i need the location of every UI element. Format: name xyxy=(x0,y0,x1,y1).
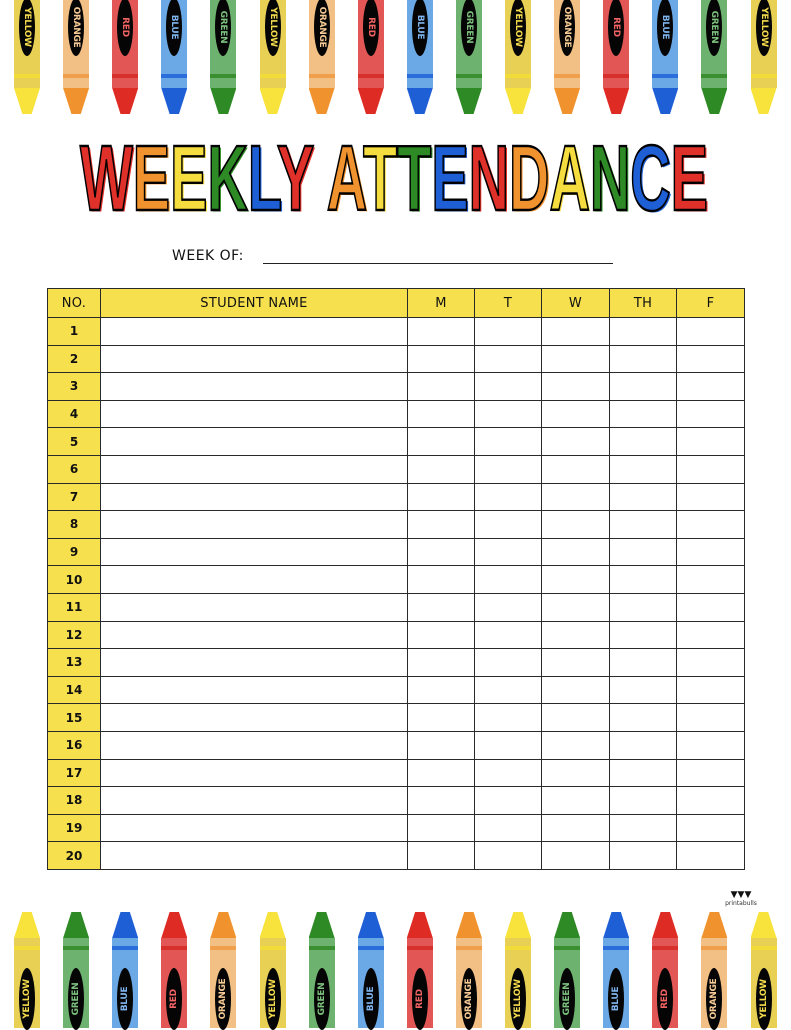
monday-cell[interactable] xyxy=(408,787,475,815)
wednesday-cell[interactable] xyxy=(542,814,610,842)
title-letter: T xyxy=(362,125,398,230)
title-letter: E xyxy=(431,125,469,230)
student-name-cell[interactable] xyxy=(101,621,408,649)
table-row xyxy=(48,566,745,594)
green-crayon-icon xyxy=(210,0,236,114)
friday-cell[interactable] xyxy=(677,566,745,594)
tuesday-cell[interactable] xyxy=(475,538,542,566)
thursday-cell[interactable] xyxy=(610,566,677,594)
friday-cell[interactable] xyxy=(677,345,745,373)
table-row xyxy=(48,483,745,511)
row-number: 11 xyxy=(48,593,101,621)
monday-cell[interactable] xyxy=(408,345,475,373)
thursday-cell[interactable] xyxy=(610,676,677,704)
title-letter: E xyxy=(670,125,709,230)
friday-cell[interactable] xyxy=(677,814,745,842)
table-row xyxy=(48,621,745,649)
tuesday-cell[interactable] xyxy=(475,842,542,870)
blue-crayon-icon xyxy=(603,912,629,1024)
title-letter: W xyxy=(80,125,133,230)
red-crayon-icon xyxy=(603,0,629,114)
thursday-cell[interactable] xyxy=(610,649,677,677)
title-letter: K xyxy=(207,125,248,230)
title-letter xyxy=(313,125,326,230)
crayon-label: GREEN xyxy=(71,982,82,1016)
tuesday-cell[interactable] xyxy=(475,511,542,539)
green-crayon-icon xyxy=(63,912,89,1024)
student-name-cell[interactable] xyxy=(101,455,408,483)
friday-cell[interactable] xyxy=(677,842,745,870)
table-row xyxy=(48,400,745,428)
green-crayon-icon xyxy=(554,912,580,1024)
monday-cell[interactable] xyxy=(408,842,475,870)
tuesday-cell[interactable] xyxy=(475,318,542,346)
friday-cell[interactable] xyxy=(677,676,745,704)
crayon-label: YELLOW xyxy=(758,7,769,47)
table-row xyxy=(48,511,745,539)
friday-cell[interactable] xyxy=(677,649,745,677)
row-number: 9 xyxy=(48,538,101,566)
crayon-label: YELLOW xyxy=(758,979,769,1019)
table-row xyxy=(48,704,745,732)
wednesday-cell[interactable] xyxy=(542,759,610,787)
thursday-cell[interactable] xyxy=(610,704,677,732)
crayon-label: GREEN xyxy=(316,982,327,1016)
monday-cell[interactable] xyxy=(408,455,475,483)
wednesday-cell[interactable] xyxy=(542,704,610,732)
title-letter: L xyxy=(247,125,277,230)
row-number: 1 xyxy=(48,318,101,346)
friday-cell[interactable] xyxy=(677,455,745,483)
blue-crayon-icon xyxy=(358,912,384,1024)
wednesday-cell[interactable] xyxy=(542,676,610,704)
thursday-cell[interactable] xyxy=(610,345,677,373)
monday-cell[interactable] xyxy=(408,593,475,621)
monday-cell[interactable] xyxy=(408,731,475,759)
yellow-crayon-icon xyxy=(14,0,40,114)
crayon-label: GREEN xyxy=(218,10,229,44)
yellow-crayon-icon xyxy=(505,912,531,1024)
wednesday-cell[interactable] xyxy=(542,593,610,621)
thursday-cell[interactable] xyxy=(610,621,677,649)
header-no: NO. xyxy=(48,289,101,318)
row-number: 12 xyxy=(48,621,101,649)
yellow-crayon-icon xyxy=(751,912,777,1024)
yellow-crayon-icon xyxy=(260,912,286,1024)
thursday-cell[interactable] xyxy=(610,787,677,815)
header-student-name: STUDENT NAME xyxy=(101,289,408,318)
table-row xyxy=(48,428,745,456)
table-row xyxy=(48,538,745,566)
crayon-label: BLUE xyxy=(120,986,131,1012)
crayon-label: BLUE xyxy=(660,14,671,40)
row-number: 20 xyxy=(48,842,101,870)
crayon-label: BLUE xyxy=(169,14,180,40)
wednesday-cell[interactable] xyxy=(542,566,610,594)
row-number: 6 xyxy=(48,455,101,483)
student-name-cell[interactable] xyxy=(101,483,408,511)
row-number: 14 xyxy=(48,676,101,704)
thursday-cell[interactable] xyxy=(610,428,677,456)
wednesday-cell[interactable] xyxy=(542,538,610,566)
tuesday-cell[interactable] xyxy=(475,704,542,732)
friday-cell[interactable] xyxy=(677,759,745,787)
crayon-label: BLUE xyxy=(365,986,376,1012)
monday-cell[interactable] xyxy=(408,538,475,566)
thursday-cell[interactable] xyxy=(610,814,677,842)
tuesday-cell[interactable] xyxy=(475,483,542,511)
header-friday: F xyxy=(677,289,745,318)
red-crayon-icon xyxy=(407,912,433,1024)
tuesday-cell[interactable] xyxy=(475,455,542,483)
yellow-crayon-icon xyxy=(14,912,40,1024)
title-letter: Y xyxy=(276,125,314,230)
table-row xyxy=(48,676,745,704)
title-letter: E xyxy=(132,125,171,230)
student-name-cell[interactable] xyxy=(101,593,408,621)
row-number: 3 xyxy=(48,373,101,401)
wednesday-cell[interactable] xyxy=(542,428,610,456)
title-letter: A xyxy=(326,125,363,230)
thursday-cell[interactable] xyxy=(610,400,677,428)
friday-cell[interactable] xyxy=(677,318,745,346)
wednesday-cell[interactable] xyxy=(542,842,610,870)
monday-cell[interactable] xyxy=(408,676,475,704)
friday-cell[interactable] xyxy=(677,731,745,759)
crayon-label: RED xyxy=(169,989,180,1009)
title-letter: T xyxy=(397,125,432,230)
title-letter: A xyxy=(549,125,590,230)
student-name-cell[interactable] xyxy=(101,400,408,428)
row-number: 2 xyxy=(48,345,101,373)
printabulls-logo xyxy=(718,890,764,907)
monday-cell[interactable] xyxy=(408,759,475,787)
attendance-table xyxy=(47,288,745,870)
monday-cell[interactable] xyxy=(408,400,475,428)
friday-cell[interactable] xyxy=(677,538,745,566)
wednesday-cell[interactable] xyxy=(542,318,610,346)
row-number: 17 xyxy=(48,759,101,787)
header-thursday: TH xyxy=(610,289,677,318)
table-row xyxy=(48,455,745,483)
title-letter: D xyxy=(509,125,550,230)
blue-crayon-icon xyxy=(161,0,187,114)
friday-cell[interactable] xyxy=(677,373,745,401)
crayon-label: BLUE xyxy=(414,14,425,40)
tuesday-cell[interactable] xyxy=(475,676,542,704)
orange-crayon-icon xyxy=(554,0,580,114)
row-number: 18 xyxy=(48,787,101,815)
red-crayon-icon xyxy=(358,0,384,114)
title-letter: C xyxy=(630,125,671,230)
thursday-cell[interactable] xyxy=(610,731,677,759)
table-row xyxy=(48,787,745,815)
student-name-cell[interactable] xyxy=(101,731,408,759)
monday-cell[interactable] xyxy=(408,649,475,677)
crayon-label: BLUE xyxy=(611,986,622,1012)
thursday-cell[interactable] xyxy=(610,455,677,483)
student-name-cell[interactable] xyxy=(101,373,408,401)
thursday-cell[interactable] xyxy=(610,842,677,870)
tuesday-cell[interactable] xyxy=(475,400,542,428)
tuesday-cell[interactable] xyxy=(475,731,542,759)
crayon-label: ORANGE xyxy=(463,978,474,1020)
tuesday-cell[interactable] xyxy=(475,566,542,594)
crayon-label: RED xyxy=(660,989,671,1009)
friday-cell[interactable] xyxy=(677,428,745,456)
table-row xyxy=(48,593,745,621)
student-name-cell[interactable] xyxy=(101,649,408,677)
green-crayon-icon xyxy=(309,912,335,1024)
title-letter: E xyxy=(170,125,208,230)
student-name-cell[interactable] xyxy=(101,814,408,842)
tuesday-cell[interactable] xyxy=(475,593,542,621)
header-monday: M xyxy=(408,289,475,318)
red-crayon-icon xyxy=(161,912,187,1024)
crayon-label: RED xyxy=(414,989,425,1009)
wednesday-cell[interactable] xyxy=(542,649,610,677)
orange-crayon-icon xyxy=(63,0,89,114)
row-number: 7 xyxy=(48,483,101,511)
student-name-cell[interactable] xyxy=(101,345,408,373)
red-crayon-icon xyxy=(652,912,678,1024)
orange-crayon-icon xyxy=(309,0,335,114)
crayon-label: ORANGE xyxy=(709,978,720,1020)
wednesday-cell[interactable] xyxy=(542,621,610,649)
red-crayon-icon xyxy=(112,0,138,114)
blue-crayon-icon xyxy=(652,0,678,114)
page-title xyxy=(80,125,709,230)
monday-cell[interactable] xyxy=(408,511,475,539)
friday-cell[interactable] xyxy=(677,511,745,539)
row-number: 13 xyxy=(48,649,101,677)
yellow-crayon-icon xyxy=(505,0,531,114)
thursday-cell[interactable] xyxy=(610,759,677,787)
friday-cell[interactable] xyxy=(677,621,745,649)
row-number: 5 xyxy=(48,428,101,456)
row-number: 8 xyxy=(48,511,101,539)
title-letter: N xyxy=(468,125,510,230)
table-row xyxy=(48,649,745,677)
crayon-label: YELLOW xyxy=(267,7,278,47)
wednesday-cell[interactable] xyxy=(542,345,610,373)
green-crayon-icon xyxy=(456,0,482,114)
monday-cell[interactable] xyxy=(408,814,475,842)
student-name-cell[interactable] xyxy=(101,428,408,456)
wednesday-cell[interactable] xyxy=(542,511,610,539)
orange-crayon-icon xyxy=(210,912,236,1024)
logo-text: printabulls xyxy=(725,900,757,907)
crayon-label: ORANGE xyxy=(316,6,327,48)
wednesday-cell[interactable] xyxy=(542,455,610,483)
student-name-cell[interactable] xyxy=(101,787,408,815)
crayon-label: YELLOW xyxy=(513,7,523,47)
orange-crayon-icon xyxy=(456,912,482,1024)
table-row xyxy=(48,731,745,759)
monday-cell[interactable] xyxy=(408,373,475,401)
table-row xyxy=(48,318,745,346)
thursday-cell[interactable] xyxy=(610,318,677,346)
green-crayon-icon xyxy=(701,0,727,114)
student-name-cell[interactable] xyxy=(101,566,408,594)
tuesday-cell[interactable] xyxy=(475,759,542,787)
header-tuesday: T xyxy=(475,289,542,318)
monday-cell[interactable] xyxy=(408,704,475,732)
friday-cell[interactable] xyxy=(677,483,745,511)
wednesday-cell[interactable] xyxy=(542,483,610,511)
student-name-cell[interactable] xyxy=(101,759,408,787)
blue-crayon-icon xyxy=(407,0,433,114)
row-number: 19 xyxy=(48,814,101,842)
crayon-label: GREEN xyxy=(709,10,720,44)
tuesday-cell[interactable] xyxy=(475,428,542,456)
tuesday-cell[interactable] xyxy=(475,814,542,842)
crayon-label: YELLOW xyxy=(22,979,32,1019)
table-row xyxy=(48,842,745,870)
wednesday-cell[interactable] xyxy=(542,400,610,428)
tuesday-cell[interactable] xyxy=(475,621,542,649)
monday-cell[interactable] xyxy=(408,483,475,511)
tuesday-cell[interactable] xyxy=(475,787,542,815)
thursday-cell[interactable] xyxy=(610,373,677,401)
header-wednesday: W xyxy=(542,289,610,318)
wednesday-cell[interactable] xyxy=(542,787,610,815)
row-number: 10 xyxy=(48,566,101,594)
thursday-cell[interactable] xyxy=(610,538,677,566)
week-of-label: WEEK OF: xyxy=(172,248,244,264)
row-number: 15 xyxy=(48,704,101,732)
crayon-label: RED xyxy=(611,17,622,37)
title-letter: N xyxy=(589,125,631,230)
crayon-label: YELLOW xyxy=(22,7,32,47)
friday-cell[interactable] xyxy=(677,704,745,732)
student-name-cell[interactable] xyxy=(101,676,408,704)
row-number: 4 xyxy=(48,400,101,428)
thursday-cell[interactable] xyxy=(610,511,677,539)
tuesday-cell[interactable] xyxy=(475,345,542,373)
crayon-label: GREEN xyxy=(562,982,573,1016)
friday-cell[interactable] xyxy=(677,787,745,815)
yellow-crayon-icon xyxy=(260,0,286,114)
table-row xyxy=(48,345,745,373)
table-row xyxy=(48,373,745,401)
monday-cell[interactable] xyxy=(408,428,475,456)
crayon-label: ORANGE xyxy=(562,6,573,48)
crayon-label: YELLOW xyxy=(513,979,523,1019)
crayon-label: RED xyxy=(365,17,376,37)
student-name-cell[interactable] xyxy=(101,318,408,346)
wednesday-cell[interactable] xyxy=(542,731,610,759)
table-row xyxy=(48,759,745,787)
friday-cell[interactable] xyxy=(677,593,745,621)
friday-cell[interactable] xyxy=(677,400,745,428)
student-name-cell[interactable] xyxy=(101,842,408,870)
thursday-cell[interactable] xyxy=(610,593,677,621)
student-name-cell[interactable] xyxy=(101,538,408,566)
blue-crayon-icon xyxy=(112,912,138,1024)
week-of-field[interactable] xyxy=(263,263,613,264)
table-header-row xyxy=(48,289,745,318)
bulldog-icon: ▼▼▼ xyxy=(730,890,752,900)
orange-crayon-icon xyxy=(701,912,727,1024)
tuesday-cell[interactable] xyxy=(475,373,542,401)
thursday-cell[interactable] xyxy=(610,483,677,511)
monday-cell[interactable] xyxy=(408,566,475,594)
tuesday-cell[interactable] xyxy=(475,649,542,677)
crayon-label: ORANGE xyxy=(218,978,229,1020)
crayon-label: RED xyxy=(120,17,131,37)
crayon-label: ORANGE xyxy=(71,6,82,48)
crayon-label: GREEN xyxy=(463,10,474,44)
monday-cell[interactable] xyxy=(408,621,475,649)
table-row xyxy=(48,814,745,842)
student-name-cell[interactable] xyxy=(101,704,408,732)
page-title-text xyxy=(80,125,709,230)
yellow-crayon-icon xyxy=(751,0,777,114)
student-name-cell[interactable] xyxy=(101,511,408,539)
monday-cell[interactable] xyxy=(408,318,475,346)
row-number: 16 xyxy=(48,731,101,759)
wednesday-cell[interactable] xyxy=(542,373,610,401)
crayon-label: YELLOW xyxy=(267,979,278,1019)
